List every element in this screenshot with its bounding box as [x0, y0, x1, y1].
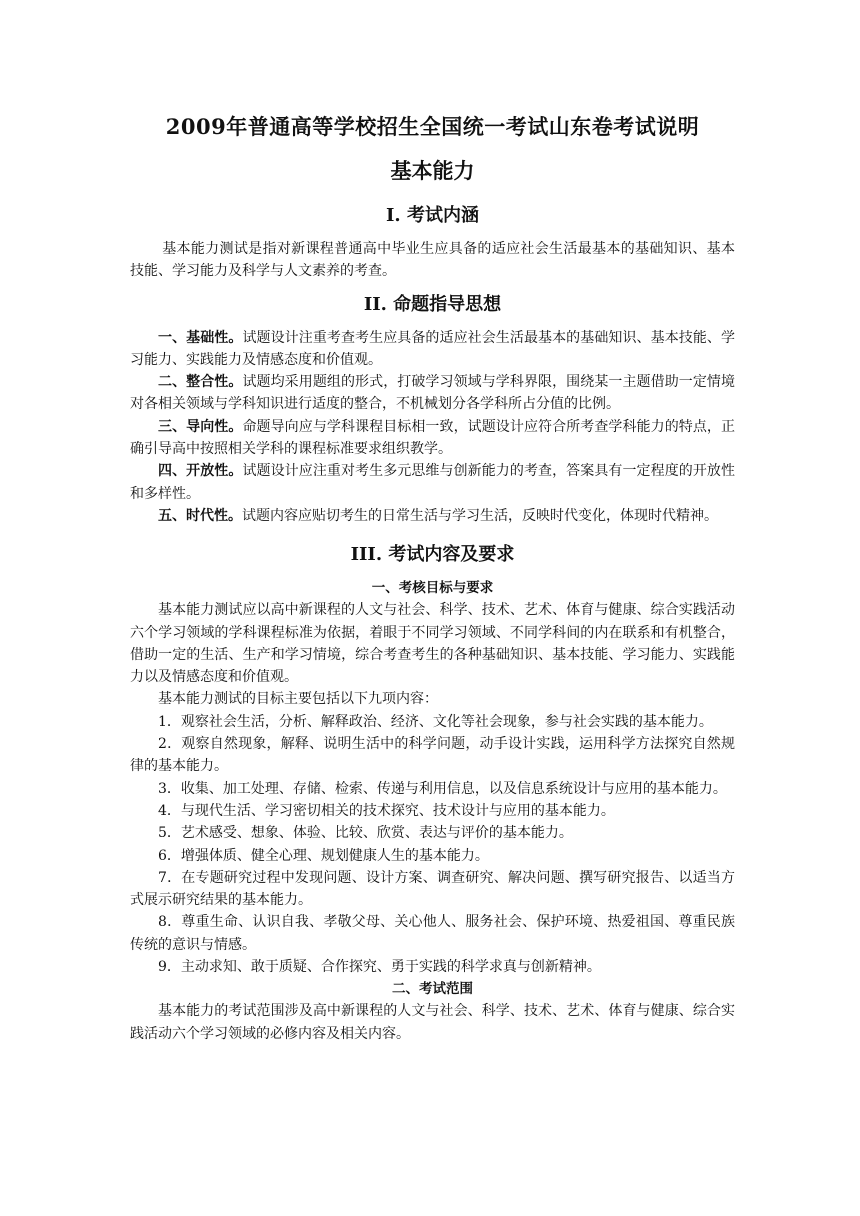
- principle-text: 命题导向应与学科课程目标相一致，试题设计应符合所考查学科能力的特点，正确引导高中按照相关学科的课程标准要求组织教学。: [130, 418, 736, 458]
- subsection-heading-assessment-goals: 一、考核目标与要求: [371, 580, 494, 597]
- principle-term: 三、导向性。: [158, 418, 243, 435]
- principle-term: 五、时代性。: [158, 507, 242, 524]
- assessment-intro-paragraph: 基本能力测试应以高中新课程的人文与社会、科学、技术、艺术、体育与健康、综合实践活动六个学习领域的学科课程标准为依据，着眼于不同学习领域、不同学科间的内在联系和有机整合，借助一定的生活、生产和学习情境，综合考查考生的各种基础知识、基本技能、学习能力、实践能力以及情感态度和价值观。: [130, 602, 735, 686]
- exam-connotation-paragraph: 基本能力测试是指对新课程普通高中毕业生应具备的适应社会生活最基本的基础知识、基本技能、学习能力及科学与人文素养的考查。: [130, 241, 735, 280]
- goal-list-item: 4．与现代生活、学习密切相关的技术探究、技术设计与应用的基本能力。: [158, 802, 615, 819]
- goal-list-item: 7．在专题研究过程中发现问题、设计方案、调查研究、解决问题、撰写研究报告、以适当方式展示研究结果的基本能力。: [130, 869, 735, 909]
- principle-paragraph: [130, 505, 735, 527]
- principle-text: 试题内容应贴切考生的日常生活与学习生活，反映时代变化，体现时代精神。: [242, 507, 718, 524]
- goal-list-item: 3．收集、加工处理、存储、检索、传递与利用信息，以及信息系统设计与应用的基本能力。: [158, 780, 727, 797]
- goal-list-item: 2．观察自然现象，解释、说明生活中的科学问题，动手设计实践，运用科学方法探究自然规律的基本能力。: [130, 736, 735, 775]
- document-body: [130, 110, 735, 1045]
- principle-paragraph: [130, 327, 735, 372]
- section-heading-guiding-principles: II. 命题指导思想: [363, 293, 502, 315]
- subsection-heading-exam-scope: 二、考试范围: [392, 981, 473, 998]
- principle-paragraph: [130, 460, 735, 505]
- goal-list-item: 8．尊重生命、认识自我、孝敬父母、关心他人、服务社会、保护环境、热爱祖国、尊重民族传统的意识与情感。: [130, 914, 735, 953]
- goal-list-item: 1．观察社会生活，分析、解释政治、经济、文化等社会现象，参与社会实践的基本能力。: [158, 713, 713, 730]
- document-subtitle: 基本能力: [390, 158, 475, 183]
- principle-paragraph: [130, 416, 735, 461]
- principle-text: 试题设计应注重对考生多元思维与创新能力的考查，答案具有一定程度的开放性和多样性。: [130, 463, 736, 502]
- exam-scope-paragraph: 基本能力的考试范围涉及高中新课程的人文与社会、科学、技术、艺术、体育与健康、综合实践活动六个学习领域的必修内容及相关内容。: [130, 1003, 735, 1042]
- principle-text: 试题均采用题组的形式，打破学习领域与学科界限，围绕某一主题借助一定情境对各相关领域与学科知识进行适度的整合，不机械划分各学科所占分值的比例。: [130, 374, 736, 413]
- section-heading-content-requirements: III. 考试内容及要求: [350, 544, 515, 566]
- principle-term: 一、基础性。: [158, 329, 243, 346]
- principle-term: 四、开放性。: [158, 463, 243, 480]
- goal-list-item: 5．艺术感受、想象、体验、比较、欣赏、表达与评价的基本能力。: [158, 825, 573, 842]
- principle-text: 试题设计注重考查考生应具备的适应社会生活最基本的基础知识、基本技能、学习能力、实践能力及情感态度和价值观。: [130, 329, 736, 368]
- assessment-lead-paragraph: 基本能力测试的目标主要包括以下九项内容：: [158, 691, 438, 708]
- goal-list-item: 6．增强体质、健全心理、规划健康人生的基本能力。: [158, 847, 489, 864]
- goal-list-item: 9．主动求知、敢于质疑、合作探究、勇于实践的科学求真与创新精神。: [158, 959, 601, 976]
- principle-term: 二、整合性。: [158, 374, 243, 391]
- principle-paragraph: [130, 371, 735, 416]
- section-heading-exam-connotation: I. 考试内涵: [386, 205, 479, 226]
- document-title: 2009年普通高等学校招生全国统一考试山东卷考试说明: [165, 114, 700, 139]
